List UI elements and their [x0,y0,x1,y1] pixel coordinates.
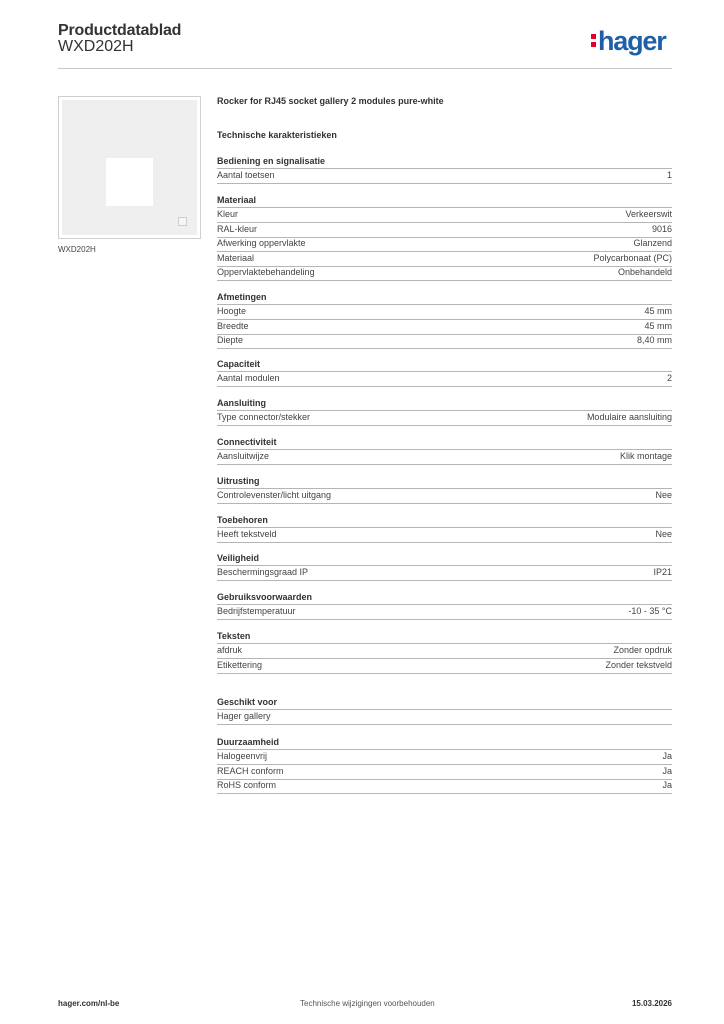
spec-label: Halogeenvrij [217,751,268,761]
spec-row [217,237,672,251]
spec-value: Zonder tekstveld [605,659,672,670]
row-divider [217,542,672,543]
footer-notice: Technische wijzigingen voorbehouden [300,999,435,1008]
technical-heading: Technische karakteristieken [217,130,337,140]
spec-label: Controlevenster/licht uitgang [217,490,332,500]
spec-value: Zonder opdruk [613,645,672,655]
spec-label: Aantal toetsen [217,170,275,180]
spec-label: Bedrijfstemperatuur [217,606,296,616]
section-title: Uitrusting [217,476,260,486]
spec-value: 2 [666,373,672,383]
spec-row [217,765,672,779]
section-title: Aansluiting [217,398,266,408]
spec-value: IP21 [653,567,672,577]
rocker-plate [62,100,197,235]
spec-label: REACH conform [217,765,284,776]
spec-label: RoHS conform [217,780,277,790]
spec-row [217,372,672,386]
row-divider [217,280,672,281]
spec-value: 9016 [651,223,672,234]
section-title: Teksten [217,631,251,641]
spec-label: Heeft tekstveld [217,529,277,539]
logo-dots-icon [591,31,596,49]
header-divider [58,68,672,69]
row-divider [217,464,672,465]
spec-value: Ja [662,780,672,790]
rj45-opening [106,158,153,206]
spec-row [217,528,672,542]
spec-label: Afwerking oppervlakte [217,238,306,248]
spec-label: Aantal modulen [217,373,280,383]
footer-date: 15.03.2026 [631,999,672,1008]
spec-row [217,223,672,237]
row-divider [217,793,672,794]
spec-value: Polycarbonaat (PC) [593,252,672,263]
row-divider [217,619,672,620]
section-title: Toebehoren [217,515,268,525]
product-code: WXD202H [58,38,134,55]
spec-value: -10 - 35 °C [628,606,672,616]
spec-label: Type connector/stekker [217,412,311,422]
footer-website[interactable]: hager.com/nl-be [58,999,120,1008]
spec-row [217,659,672,673]
spec-value: 45 mm [644,320,672,331]
row-divider [217,425,672,426]
row-divider [217,673,672,674]
logo-text: hager [598,26,666,56]
spec-label: Diepte [217,335,244,345]
spec-value: Ja [662,751,672,761]
spec-label: Kleur [217,209,239,219]
spec-label: Oppervlaktebehandeling [217,267,315,277]
product-description: Rocker for RJ45 socket gallery 2 modules pure-white [217,96,444,106]
spec-label: afdruk [217,645,243,655]
spec-value: Nee [655,490,672,500]
spec-row [217,566,672,580]
row-divider [217,580,672,581]
row-divider [217,724,672,725]
spec-row [217,208,672,222]
image-caption: WXD202H [58,245,96,254]
spec-label: Etikettering [217,659,263,670]
spec-row [217,605,672,619]
spec-row [217,411,672,425]
spec-row [217,779,672,793]
spec-value: Modulaire aansluiting [586,412,672,422]
spec-value: Nee [655,529,672,539]
row-divider [217,348,672,349]
row-divider [217,503,672,504]
spec-row [217,320,672,334]
page-title: Productdatablad [58,22,182,39]
spec-value: Glanzend [633,238,672,248]
spec-row [217,252,672,266]
spec-label: RAL-kleur [217,223,258,234]
spec-value: Klik montage [619,451,672,461]
spec-label: Hoogte [217,306,247,316]
spec-label: Hager gallery [217,711,271,721]
product-image [58,96,201,239]
section-title: Capaciteit [217,359,261,369]
spec-row [217,450,672,464]
spec-value: 8,40 mm [636,335,672,345]
section-title: Afmetingen [217,292,267,302]
spec-label: Aansluitwijze [217,451,270,461]
spec-value: Ja [662,765,672,776]
spec-row [217,750,672,764]
spec-label: Materiaal [217,252,255,263]
spec-value: 1 [666,170,672,180]
section-title: Connectiviteit [217,437,277,447]
label-slot-icon [178,217,187,226]
spec-row [217,266,672,280]
section-title: Materiaal [217,195,257,205]
hager-logo [591,27,666,55]
spec-row [217,710,672,724]
section-title: Veiligheid [217,553,260,563]
spec-row [217,489,672,503]
section-title: Gebruiksvoorwaarden [217,592,313,602]
spec-label: Breedte [217,320,249,331]
spec-row [217,305,672,319]
row-divider [217,386,672,387]
section-title: Duurzaamheid [217,737,280,747]
spec-value: Verkeerswit [625,209,672,219]
spec-value: 45 mm [644,306,672,316]
spec-value: Onbehandeld [617,267,672,277]
spec-label: Beschermingsgraad IP [217,567,309,577]
spec-row [217,334,672,348]
section-title: Bediening en signalisatie [217,156,326,166]
spec-row [217,644,672,658]
spec-row [217,169,672,183]
row-divider [217,183,672,184]
section-title: Geschikt voor [217,697,278,707]
